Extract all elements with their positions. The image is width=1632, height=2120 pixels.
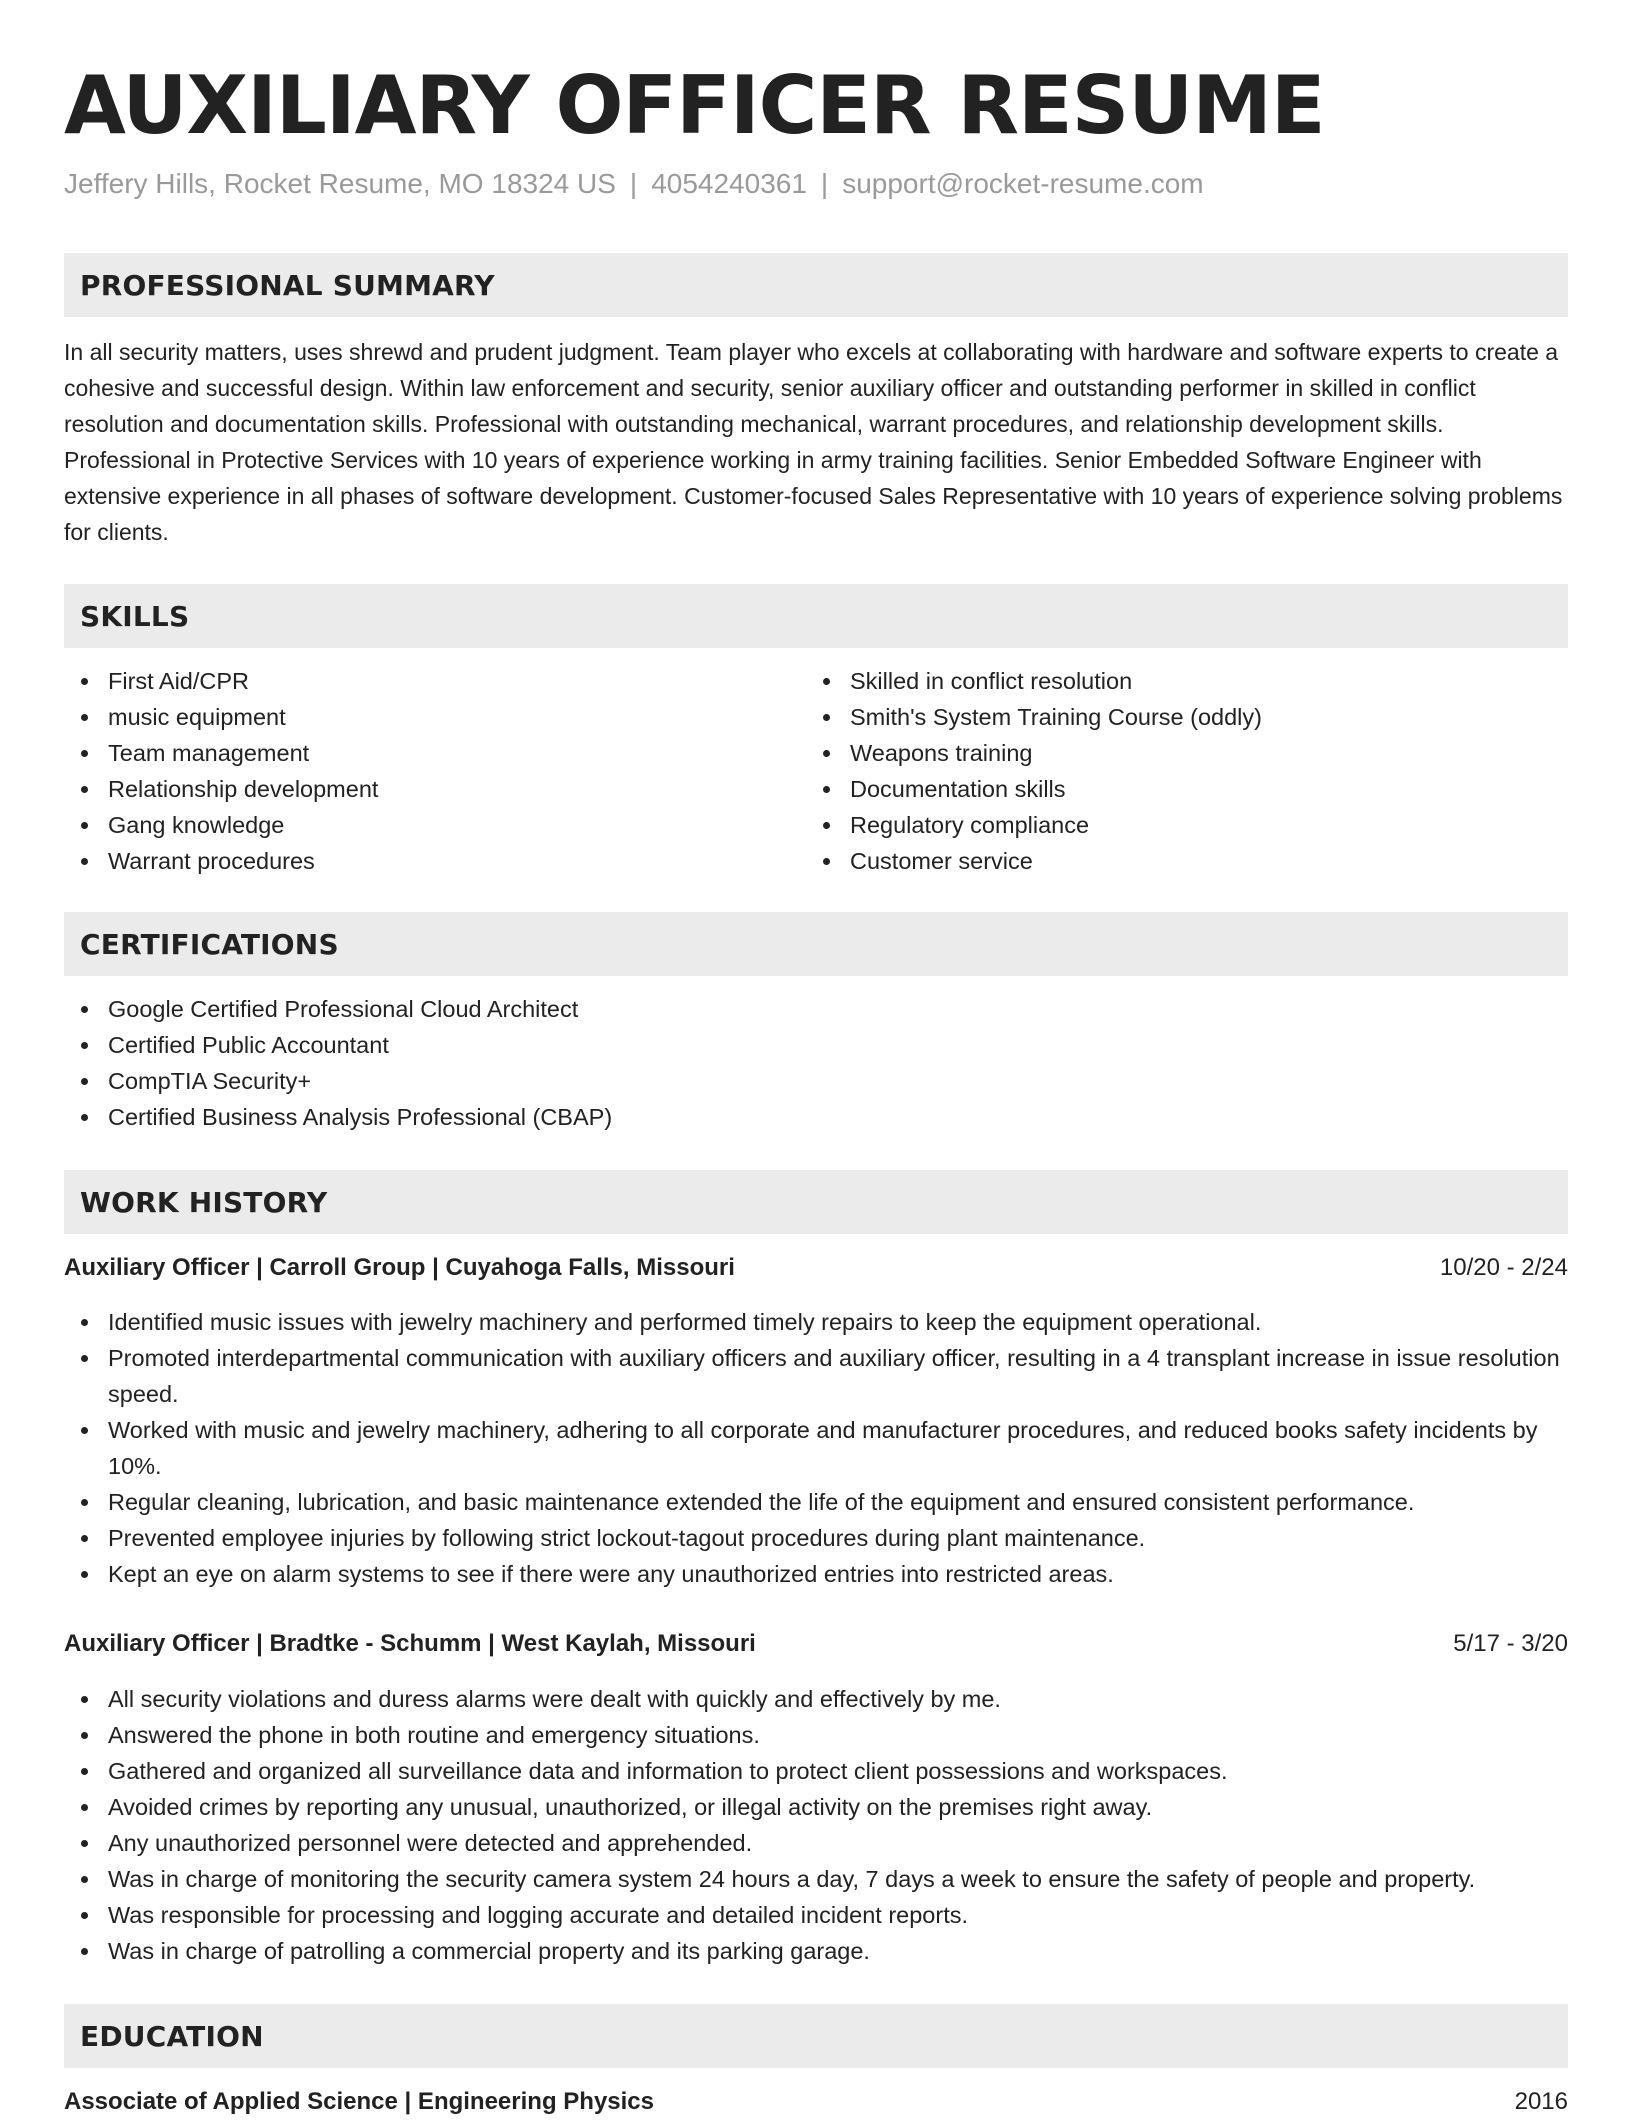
contact-line: [64, 166, 1204, 202]
job-bullet: Worked with music and jewelry machinery, adhering to all corporate and manufacturer procedures, and reduced books safety incidents by 10%.: [64, 1412, 1568, 1484]
education-degree: Associate of Applied Science | Engineering Physics: [64, 2088, 655, 2115]
contact-phone: 4054240361: [651, 168, 807, 199]
job-bullet: Promoted interdepartmental communication with auxiliary officers and auxiliary officer, resulting in a 4 transplant increase in issue resolution speed.: [64, 1340, 1568, 1412]
job-bullet: Gathered and organized all surveillance data and information to protect client possessions and workspaces.: [64, 1753, 1568, 1789]
skill-item: Relationship development: [64, 771, 804, 807]
job-title: Auxiliary Officer | Carroll Group | Cuyahoga Falls, Missouri: [64, 1254, 735, 1281]
contact-address: Jeffery Hills, Rocket Resume, MO 18324 US: [64, 168, 616, 199]
skill-item: Smith's System Training Course (oddly): [806, 699, 1568, 735]
certification-item: Google Certified Professional Cloud Architect: [64, 991, 1568, 1027]
job-header: [64, 1626, 1568, 1662]
skill-item: Gang knowledge: [64, 807, 804, 843]
certifications-list: [64, 991, 1568, 1135]
education-year: 2016: [1514, 2088, 1568, 2115]
resume-title: AUXILIARY OFFICER RESUME: [64, 59, 1325, 152]
job-bullets: [64, 1304, 1568, 1592]
job-title: Auxiliary Officer | Bradtke - Schumm | West Kaylah, Missouri: [64, 1630, 756, 1657]
skill-item: Team management: [64, 735, 804, 771]
section-title-education: EDUCATION: [80, 2019, 264, 2053]
skill-item: Documentation skills: [806, 771, 1568, 807]
certification-item: CompTIA Security+: [64, 1063, 1568, 1099]
job-bullets: [64, 1681, 1568, 1969]
job-dates: 10/20 - 2/24: [1439, 1254, 1568, 1281]
section-header-summary: [64, 253, 1568, 317]
skill-item: Warrant procedures: [64, 843, 804, 879]
section-header-certifications: [64, 912, 1568, 976]
summary-text: In all security matters, uses shrewd and prudent judgment. Team player who excels at collaborating with hardware and software experts to create a cohesive and successful design. Within law enforcement and security, senior auxiliary officer and outstanding performer in skilled in conflict resolution and documentation skills. Professional with outstanding mechanical, warrant procedures, and relationship development skills. Professional in Protective Services with 10 years of experience working in army training facilities. Senior Embedded Software Engineer with extensive experience in all phases of software development. Customer-focused Sales Representative with 10 years of experience solving problems for clients.: [64, 339, 1563, 545]
job-bullet: Any unauthorized personnel were detected and apprehended.: [64, 1825, 1568, 1861]
job-bullet: Was in charge of monitoring the security camera system 24 hours a day, 7 days a week to ensure the safety of people and property.: [64, 1861, 1568, 1897]
skills-list-left: [64, 663, 804, 879]
section-title-certifications: CERTIFICATIONS: [80, 927, 339, 961]
job-bullet: Identified music issues with jewelry machinery and performed timely repairs to keep the equipment operational.: [64, 1304, 1568, 1340]
job-bullet: Regular cleaning, lubrication, and basic maintenance extended the life of the equipment and ensured consistent performance.: [64, 1484, 1568, 1520]
section-header-education: [64, 2004, 1568, 2068]
certification-item: Certified Public Accountant: [64, 1027, 1568, 1063]
certification-item: Certified Business Analysis Professional (CBAP): [64, 1099, 1568, 1135]
skill-item: Customer service: [806, 843, 1568, 879]
job-bullet: Avoided crimes by reporting any unusual, unauthorized, or illegal activity on the premises right away.: [64, 1789, 1568, 1825]
education-entry: [64, 2084, 1568, 2120]
job-bullet: Prevented employee injuries by following strict lockout-tagout procedures during plant maintenance.: [64, 1520, 1568, 1556]
section-title-work-history: WORK HISTORY: [80, 1185, 328, 1219]
job-bullet: Was responsible for processing and logging accurate and detailed incident reports.: [64, 1897, 1568, 1933]
job-dates: 5/17 - 3/20: [1453, 1630, 1568, 1657]
section-title-skills: SKILLS: [80, 599, 190, 633]
job-bullet: Was in charge of patrolling a commercial property and its parking garage.: [64, 1933, 1568, 1969]
contact-separator: |: [629, 168, 638, 199]
section-header-work-history: [64, 1170, 1568, 1234]
job-bullet: All security violations and duress alarms were dealt with quickly and effectively by me.: [64, 1681, 1568, 1717]
skill-item: First Aid/CPR: [64, 663, 804, 699]
job-bullet: Kept an eye on alarm systems to see if there were any unauthorized entries into restricted areas.: [64, 1556, 1568, 1592]
job-bullet: Answered the phone in both routine and emergency situations.: [64, 1717, 1568, 1753]
skills-list-right: [806, 663, 1568, 879]
section-title-summary: PROFESSIONAL SUMMARY: [80, 268, 495, 302]
contact-separator: |: [820, 168, 829, 199]
skill-item: music equipment: [64, 699, 804, 735]
skill-item: Weapons training: [806, 735, 1568, 771]
skill-item: Regulatory compliance: [806, 807, 1568, 843]
skill-item: Skilled in conflict resolution: [806, 663, 1568, 699]
section-header-skills: [64, 584, 1568, 648]
job-header: [64, 1250, 1568, 1286]
contact-email: support@rocket-resume.com: [842, 168, 1204, 199]
